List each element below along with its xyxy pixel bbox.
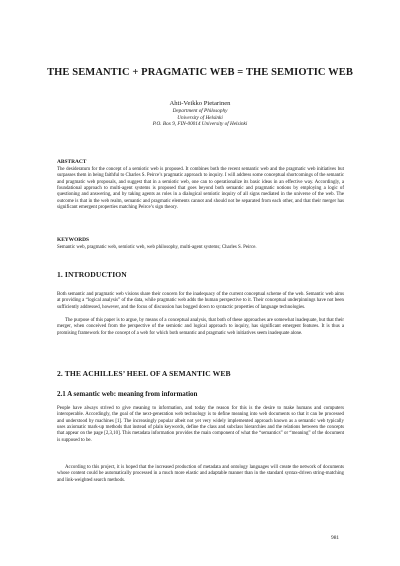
author-department: Department of Philosophy <box>172 108 228 114</box>
author-university: University of Helsinki <box>177 114 223 121</box>
section-2-paragraph-1: People have always strived to give meaning to information, and today the reason for this is the desire to make humans and computers interoperable. Accordingly, the goal of the next-generation web technology is to define meaning into web documents so that it can be processed and understood by machines [1]. The increasingly popular albeit not yet very widely implemented approach known as a semantic web typically uses axiomatic mark-up methods that instead of plain keywords, define the class and subclass hierarchies and the relations between the concepts that appear on the page [2,3,10]. This metadata information provides the main component of what the “semantics” or “meaning” of the document is supposed to be. <box>57 406 344 443</box>
section-1-paragraph-2: The purpose of this paper is to argue, by means of a conceptual analysis, that both of these approaches are somewhat inadequate, but that their merger, when conceived from the perspective of the semiotic and logical approach to inquiry, has significant emergent features. It is thus a promising framework for the concept of a web for which both semantic and pragmatic web initiatives seem inadequate alone. <box>57 318 344 336</box>
abstract-heading: ABSTRACT <box>57 159 87 165</box>
section-2-heading: 2. THE ACHILLES’ HEEL OF A SEMANTIC WEB <box>57 369 231 378</box>
section-2-1-subheading: 2.1 A semantic web: meaning from information <box>57 390 198 398</box>
author-address: P.O. Box 9, FIN-00014 University of Helsinki <box>152 121 248 128</box>
page-number: 981 <box>331 535 340 541</box>
section-2-paragraph-2: According to this project, it is hoped that the increased production of metadata and ontology languages will create the network of documents whose content could be automatically processed in a much more elastic and adaptable manner than in the standard syntax-driven string-matching and link-weighted search methods. <box>57 465 344 483</box>
author-name: Ahti-Veikko Pietarinen <box>169 100 231 107</box>
keywords-text: Semantic web, pragmatic web, semiotic web, web philosophy, multi-agent systems; Charles S. Peirce. <box>57 245 257 250</box>
section-1-paragraph-1: Both semantic and pragmatic web visions share their concern for the inadequacy of the current conceptual scheme of the web. Semantic web aims at providing a “logical analysis” of the data, while pragmatic web adds the human perspective to it. Their conceptual underpinnings have not been sufficiently addressed, however, and the focus of discussion has bogged down to syntactic properties of language technologies. <box>57 292 344 310</box>
author-block <box>40 100 360 128</box>
keywords-heading: KEYWORDS <box>57 237 90 243</box>
section-1-heading: 1. INTRODUCTION <box>57 270 127 279</box>
abstract-text: The desideratum for the concept of a semiotic web is proposed. It combines both the recent semantic web and the pragmatic web initiatives but surpasses them in being faithful to Charles S. Peirce’s pragmatic approach to inquiry. I will address some conceptual shortcomings of the semantic and pragmatic web proposals, and suggest that in a semiotic web, one can to operationalize its basic ideas in an effective way. Accordingly, a foundational approach to multi-agent systems is proposed that goes beyond both semantic and pragmatic notions by employing a logic of questioning and answering, and by taking agents as roles in a dialogical semiotic inquiry of all signs mediated in the universe of the web. The outcome is that in the web realm, semantic and pragmatic elements cannot and should not be separated from each other, and that their merger has significant emergent properties matching Peirce’s sign theory. <box>57 167 344 211</box>
paper-title: THE SEMANTIC + PRAGMATIC WEB = THE SEMIOTIC WEB <box>47 67 353 78</box>
